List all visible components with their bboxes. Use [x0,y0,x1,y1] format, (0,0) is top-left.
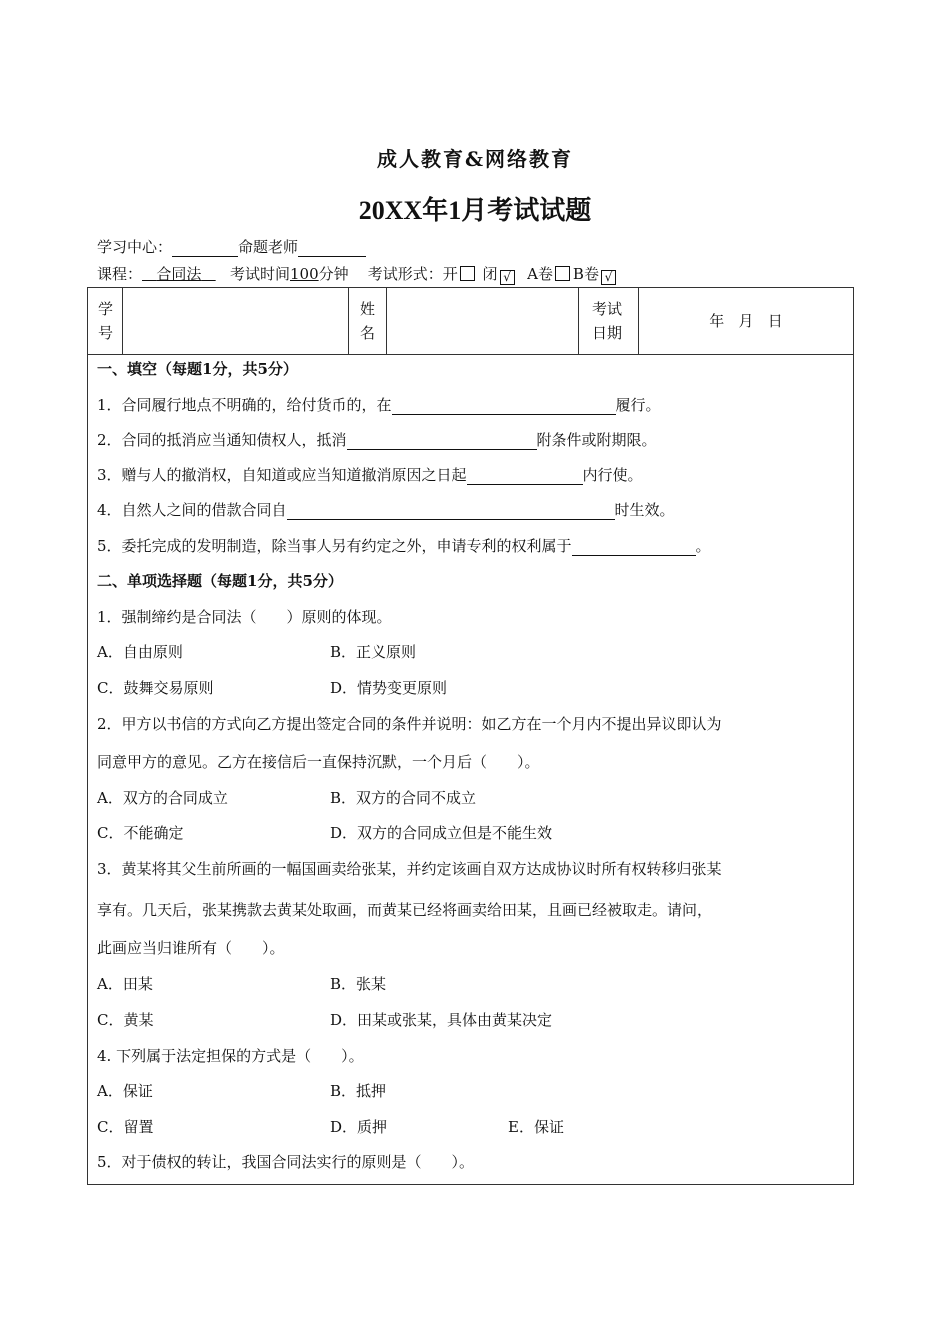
question-text-end: 附条件或附期限。 [536,431,657,449]
option-c[interactable]: C．不能确定 [97,824,184,842]
option-b[interactable]: B．抵押 [330,1082,387,1100]
option-b[interactable]: B．张某 [330,975,387,993]
answer-blank[interactable] [392,398,616,415]
option-b[interactable]: B．双方的合同不成立 [330,789,477,807]
section2-title: 二、单项选择题（每题1分，共5分） [97,572,343,590]
answer-blank[interactable] [347,433,537,450]
option-c[interactable]: C．留置 [97,1118,154,1136]
info-line-center [97,236,366,257]
choice-question-3-stem-line3: 此画应当归谁所有（ ）。 [97,939,285,957]
fill-question-4 [97,499,675,520]
question-text: 4．自然人之间的借款合同自 [97,501,287,519]
option-d[interactable]: D．情势变更原则 [330,679,448,697]
name-label [360,297,375,345]
question-text-end: 履行。 [615,396,661,414]
question-text: 3．赠与人的撤消权，自知道或应当知道撤消原因之日起 [97,466,467,484]
time-unit: 分钟 [318,265,349,283]
student-info-row [88,288,853,355]
option-e[interactable]: E．保证 [508,1118,564,1136]
choice-question-5-stem: 5．对于债权的转让，我国合同法实行的原则是（ ）。 [97,1153,475,1171]
center-blank[interactable] [172,240,238,257]
student-id-label-line1: 学 [98,300,114,318]
answer-blank[interactable] [467,468,583,485]
divider [348,288,349,354]
name-label-line2: 名 [360,324,376,342]
option-a[interactable]: A．自由原则 [97,643,183,661]
option-a[interactable]: A．田某 [97,975,153,993]
fill-question-2 [97,429,657,450]
option-d[interactable]: D．质押 [330,1118,388,1136]
option-b[interactable]: B．正义原则 [330,643,417,661]
divider [578,288,579,354]
course-name: 合同法 [156,265,202,283]
option-d[interactable]: D．田某或张某，具体由黄某决定 [330,1011,553,1029]
student-id-label [98,297,113,345]
choice-question-3-stem-line2: 享有。几天后，张某携款去黄某处取画，而黄某已经将画卖给田某，且画已经被取走。请问， [97,901,713,919]
paper-b-checkbox[interactable]: √ [601,270,616,285]
paper-a-checkbox[interactable] [555,266,570,281]
info-line-course [97,263,619,285]
name-field[interactable] [387,288,578,354]
option-a[interactable]: A．双方的合同成立 [97,789,228,807]
open-checkbox[interactable] [460,266,475,281]
closed-label: 闭 [482,265,498,283]
name-label-line1: 姓 [360,300,376,318]
choice-question-1-stem: 1．强制缔约是合同法（ ）原则的体现。 [97,608,392,626]
form-label: 考试形式：开 [367,265,458,283]
option-a[interactable]: A．保证 [97,1082,153,1100]
exam-date-label-line2: 日期 [592,324,623,342]
question-text: 2．合同的抵消应当通知债权人，抵消 [97,431,347,449]
question-text: 1．合同履行地点不明确的，给付货币的，在 [97,396,392,414]
question-text-end: 内行使。 [582,466,643,484]
time-value: 100 [289,265,319,283]
option-c[interactable]: C．黄某 [97,1011,154,1029]
exam-date-label [592,297,622,345]
option-d[interactable]: D．双方的合同成立但是不能生效 [330,824,553,842]
answer-blank[interactable] [572,539,696,556]
choice-question-2-stem-line2: 同意甲方的意见。乙方在接信后一直保持沉默，一个月后（ ）。 [97,753,540,771]
fill-question-1 [97,394,661,415]
time-label: 考试时间 [229,265,290,283]
question-text-end: 。 [695,537,711,555]
choice-question-3-stem-line1: 3．黄某将其父生前所画的一幅国画卖给张某，并约定该画自双方达成协议时所有权转移归张某 [97,860,722,878]
course-label: 课程： [97,265,143,283]
fill-question-3 [97,464,643,485]
choice-question-4-stem: 4. 下列属于法定担保的方式是（ ）。 [97,1047,364,1065]
teacher-blank[interactable] [298,240,366,257]
paper-b-label: B卷 [572,265,599,283]
center-label: 学习中心： [97,238,173,256]
fill-question-5 [97,535,711,556]
student-id-label-line2: 号 [98,324,114,342]
section1-title: 一、填空（每题1分，共5分） [97,360,298,378]
closed-checkbox[interactable]: √ [500,270,515,285]
exam-date-label-line1: 考试 [592,300,623,318]
question-text: 5．委托完成的发明制造，除当事人另有约定之外，申请专利的权利属于 [97,537,572,555]
institution-title: 成人教育&网络教育 [376,147,574,171]
student-id-field[interactable] [123,288,348,354]
teacher-label: 命题老师 [238,238,299,256]
choice-question-2-stem-line1: 2．甲方以书信的方式向乙方提出签定合同的条件并说明：如乙方在一个月内不提出异议即认为 [97,715,722,733]
exam-date-value[interactable]: 年 月 日 [709,312,783,330]
answer-blank[interactable] [287,503,615,520]
exam-title: 20XX年1月考试试题 [358,196,592,225]
option-c[interactable]: C．鼓舞交易原则 [97,679,214,697]
paper-a-label: A卷 [527,265,553,283]
course-value [142,265,216,283]
question-text-end: 时生效。 [614,501,675,519]
